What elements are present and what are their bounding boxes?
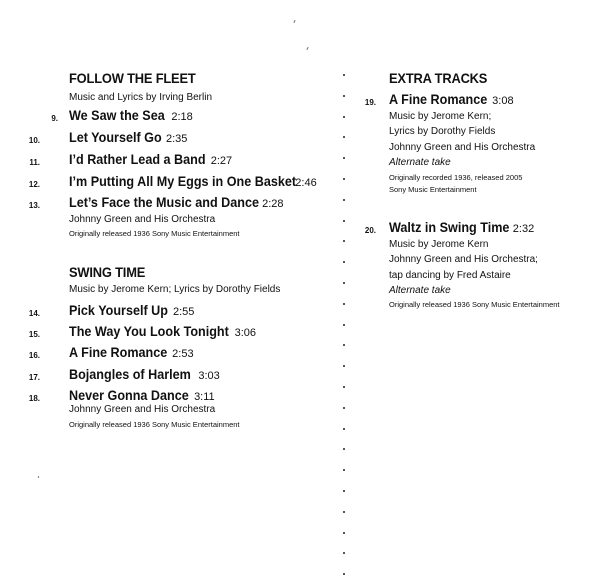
track-credit-line: Music by Jerome Kern	[389, 239, 489, 250]
track-title: Let’s Face the Music and Dance	[69, 194, 259, 210]
section-title-follow-the-fleet: FOLLOW THE FLEET	[69, 70, 196, 86]
divider-dot	[343, 428, 345, 430]
track-number: 20.	[364, 226, 376, 235]
divider-dot	[343, 282, 345, 284]
track-number: 12.	[28, 180, 40, 189]
track-title: I’m Putting All My Eggs in One Basket	[69, 173, 297, 189]
track-duration: 3:03	[198, 370, 220, 382]
release-note: Originally released 1936 Sony Music Entertainment	[69, 420, 240, 429]
section-credit: Music by Jerome Kern; Lyrics by Dorothy Fields	[69, 284, 281, 295]
divider-dot	[343, 74, 345, 76]
track-number: 9.	[51, 114, 58, 123]
track-title: A Fine Romance	[69, 344, 168, 360]
section-title-swing-time: SWING TIME	[69, 264, 146, 280]
divider-dot	[343, 344, 345, 346]
divider-dot	[343, 136, 345, 138]
release-note: Originally released 1936 Sony Music Entertainment	[69, 229, 240, 238]
track-title: We Saw the Sea	[69, 107, 165, 123]
track-duration: 2:35	[165, 133, 188, 145]
divider-dot	[343, 448, 345, 450]
divider-dot	[343, 303, 345, 305]
divider-dot	[343, 532, 345, 534]
scan-speck	[293, 20, 295, 23]
track-duration: 3:06	[234, 327, 256, 339]
track-note: Alternate take	[389, 285, 451, 296]
divider-dot	[343, 365, 345, 367]
divider-dot	[343, 386, 345, 388]
track-number: 16.	[28, 351, 40, 360]
track-duration: 2:53	[172, 348, 194, 360]
track-duration: 2:18	[171, 111, 193, 123]
divider-dot	[343, 220, 345, 222]
divider-dot	[343, 240, 345, 242]
track-credit-line: tap dancing by Fred Astaire	[389, 270, 511, 281]
divider-dot	[343, 178, 345, 180]
dotted-divider	[343, 60, 347, 579]
track-number: 11.	[29, 158, 40, 167]
divider-dot	[343, 573, 345, 575]
track-duration: 2:32	[512, 223, 535, 235]
track-duration: 2:27	[210, 155, 233, 167]
divider-dot	[343, 490, 345, 492]
release-note: Sony Music Entertainment	[389, 185, 477, 194]
track-credit-line: Music by Jerome Kern;	[389, 111, 492, 122]
track-number: 17.	[28, 373, 40, 382]
track-number: 14.	[28, 309, 40, 318]
track-credit-line: Johnny Green and His Orchestra;	[389, 254, 538, 265]
track-duration: 2:46	[295, 177, 317, 189]
track-title: A Fine Romance	[389, 91, 488, 107]
track-note: Alternate take	[389, 157, 451, 168]
release-note: Originally recorded 1936, released 2005	[389, 173, 523, 182]
divider-dot	[343, 116, 345, 118]
divider-dot	[343, 511, 345, 513]
divider-dot	[343, 261, 345, 263]
section-title-extra-tracks: EXTRA TRACKS	[389, 70, 488, 86]
track-credit-line: Lyrics by Dorothy Fields	[389, 126, 496, 137]
orchestra-credit: Johnny Green and His Orchestra	[69, 214, 216, 225]
release-note: Originally released 1936 Sony Music Entertainment	[389, 300, 560, 309]
track-duration: 2:28	[262, 198, 284, 210]
track-number: 13.	[28, 201, 40, 210]
divider-dot	[343, 469, 345, 471]
scan-speck	[306, 47, 308, 50]
track-duration: 3:11	[194, 391, 215, 403]
track-title: Let Yourself Go	[69, 129, 162, 145]
track-number: 10.	[28, 136, 40, 145]
orchestra-credit: Johnny Green and His Orchestra	[69, 404, 216, 415]
divider-dot	[343, 407, 345, 409]
scan-speck	[38, 476, 40, 478]
divider-dot	[343, 95, 345, 97]
track-title: Never Gonna Dance	[69, 387, 189, 403]
divider-dot	[343, 552, 345, 554]
divider-dot	[343, 157, 345, 159]
track-title: Bojangles of Harlem	[69, 366, 191, 382]
track-duration: 2:55	[172, 306, 195, 318]
track-title: I’d Rather Lead a Band	[69, 151, 206, 167]
track-title: The Way You Look Tonight	[69, 323, 229, 339]
track-duration: 3:08	[492, 95, 514, 107]
track-number: 18.	[28, 394, 40, 403]
divider-dot	[343, 199, 345, 201]
track-number: 19.	[364, 98, 376, 107]
track-title: Pick Yourself Up	[69, 302, 168, 318]
divider-dot	[343, 324, 345, 326]
track-number: 15.	[28, 330, 40, 339]
section-credit: Music and Lyrics by Irving Berlin	[69, 92, 213, 103]
track-credit-line: Johnny Green and His Orchestra	[389, 142, 536, 153]
track-title: Waltz in Swing Time	[389, 219, 510, 235]
